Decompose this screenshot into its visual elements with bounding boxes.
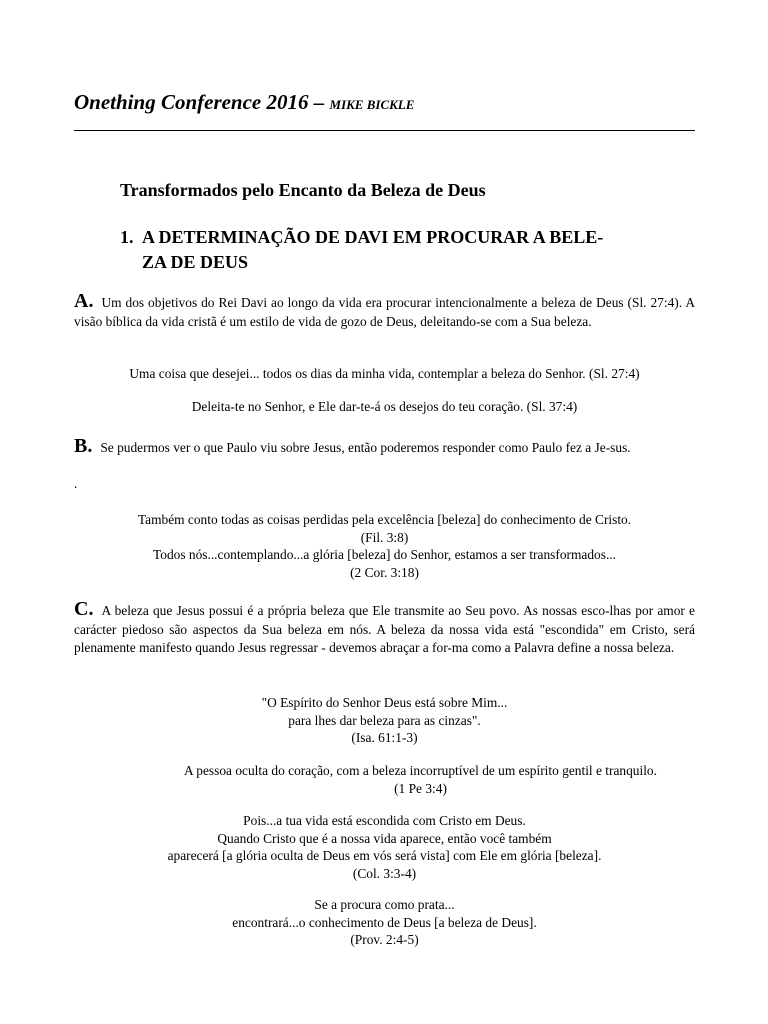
quote-line: aparecerá [a glória oculta de Deus em vós será vista] com Ele em glória [beleza]. [167, 848, 602, 863]
quote-line: Também conto todas as coisas perdidas pela excelência [beleza] do conhecimento de Cristo. [137, 512, 632, 527]
heading-line-1: A DETERMINAÇÃO DE DAVI EM PROCURAR A BELE- [142, 227, 604, 247]
stray-dot: . [74, 476, 78, 491]
header-separator: – [308, 90, 330, 114]
paragraph-b [74, 437, 695, 458]
paragraph-a [74, 292, 695, 331]
paragraph-b-letter: B. [74, 435, 93, 457]
quote-line: Pois...a tua vida está escondida com Cristo em Deus. [243, 813, 526, 828]
quote-reference: (Fil. 3:8) [360, 529, 409, 545]
heading-line-2: ZA DE DEUS [142, 252, 249, 272]
quote-reference: (Isa. 61:1-3) [351, 730, 418, 745]
paragraph-c-letter: C. [74, 598, 94, 620]
paragraph-b-text: Se pudermos ver o que Paulo viu sobre Jesus, então poderemos responder como Paulo fez a Je-sus. [100, 440, 631, 455]
document-header [74, 90, 414, 115]
paragraph-c-text: A beleza que Jesus possui é a própria beleza que Ele transmite ao Seu povo. As nossas esco-lhas por amor e carácter piedoso são aspectos da Sua beleza em nós. A beleza da nossa vida está "escondida" em Cristo, será plenamente manifesto quando Jesus regressar - devemos abraçar a for-ma como a Palavra define a nossa beleza. [74, 603, 695, 655]
quote-line: para lhes dar beleza para as cinzas". [288, 712, 481, 728]
quote-line: Quando Cristo que é a nossa vida aparece, então você também [217, 830, 552, 846]
quote-reference: (Col. 3:3-4) [352, 865, 417, 881]
quote-reference: (Prov. 2:4-5) [350, 932, 419, 947]
quote-proverbs [74, 896, 695, 949]
quote-colossians [74, 812, 695, 882]
quote-line: Todos nós...contemplando...a glória [beleza] do Senhor, estamos a ser transformados... [153, 547, 616, 562]
quote-reference: (1 Pe 3:4) [394, 780, 447, 796]
quote-line: encontrará...o conhecimento de Deus [a beleza de Deus]. [232, 914, 537, 930]
quote-block-b [74, 511, 695, 581]
document-title: Transformados pelo Encanto da Beleza de Deus [120, 180, 486, 200]
conference-title: Onething Conference 2016 [74, 90, 309, 114]
quote-isaiah [74, 694, 695, 747]
quote-psalm-27: Uma coisa que desejei... todos os dias da minha vida, contemplar a beleza do Senhor. (Sl. 27:4) [129, 366, 640, 381]
quote-line: A pessoa oculta do coração, com a beleza incorruptível de um espírito gentil e tranquilo. [184, 763, 657, 778]
section-heading [120, 225, 690, 275]
heading-number: 1. [120, 227, 134, 247]
author-name: MIKE BICKLE [329, 97, 415, 112]
quote-line: Se a procura como prata... [314, 897, 455, 912]
quote-reference: (2 Cor. 3:18) [350, 564, 419, 580]
paragraph-c [74, 600, 695, 658]
paragraph-a-letter: A. [74, 290, 94, 312]
header-rule [74, 130, 695, 131]
quote-psalm-37: Deleita-te no Senhor, e Ele dar-te-á os desejos do teu coração. (Sl. 37:4) [191, 399, 578, 414]
quote-line: "O Espírito do Senhor Deus está sobre Mim... [261, 695, 508, 710]
quote-1-peter [110, 762, 731, 797]
paragraph-a-text: Um dos objetivos do Rei Davi ao longo da vida era procurar intencionalmente a beleza de Deus (Sl. 27:4). A visão bíblica da vida cristã é um estilo de vida de gozo de Deus, deleitando-se com a Sua beleza. [74, 295, 695, 329]
